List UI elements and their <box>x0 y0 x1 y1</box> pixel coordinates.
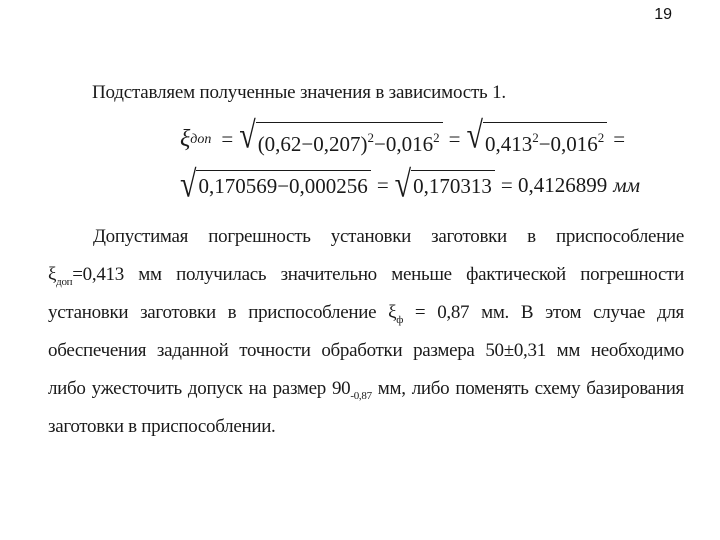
xi-symbol: ξ <box>180 126 191 152</box>
paragraph-line-text: мм, либо поменять схему базирования <box>371 378 684 399</box>
term1-base: (0,62−0,207) <box>257 132 368 156</box>
term1-exponent: 2 <box>367 130 375 145</box>
term1-minus: −0,016 <box>374 132 434 156</box>
radical-2-body <box>483 122 607 157</box>
term1-minus-exponent: 2 <box>433 130 440 145</box>
radical-1-body <box>256 122 443 157</box>
xi-subscript: доп <box>56 276 73 288</box>
xi-subscript: доп <box>190 131 212 147</box>
paragraph-line-text: установки заготовки в приспособление <box>48 302 389 323</box>
sqrt-icon: √ <box>239 115 256 157</box>
term2-minus: −0,016 <box>538 132 598 156</box>
radical-2 <box>466 115 607 157</box>
intro-text: Подставляем полученные значения в зависимость 1. <box>92 82 506 103</box>
xi-symbol: ξ <box>388 302 397 323</box>
result-unit: мм <box>613 172 641 197</box>
radical-3-body: 0,170569−0,000256 <box>196 170 370 200</box>
paragraph-line: заготовки в приспособлении. <box>48 416 276 437</box>
paragraph-line <box>48 294 684 332</box>
radical-4-body: 0,170313 <box>411 170 495 200</box>
paragraph-line: Допустимая погрешность установки заготовки в приспособление <box>93 226 684 247</box>
result-value: = 0,4126899 <box>500 172 608 197</box>
paragraph-line-text: либо ужесточить допуск на размер 90 <box>48 378 351 399</box>
radical-3 <box>180 163 371 205</box>
sqrt-icon: √ <box>466 115 483 157</box>
formula-line-1 <box>180 115 631 157</box>
term2-base: 0,413 <box>484 132 533 156</box>
body-paragraph <box>48 218 684 446</box>
equals-sign: = <box>448 127 461 151</box>
dimension-tolerance: -0,87 <box>350 390 372 402</box>
equals-sign: = <box>376 172 389 197</box>
paragraph-line-text: =0,413 мм получилась значительно меньше фактической погрешности <box>72 264 684 285</box>
formula-line-2 <box>180 163 641 205</box>
term2-exponent: 2 <box>532 130 539 145</box>
xi-symbol: ξ <box>48 264 57 285</box>
paragraph-line <box>48 370 684 408</box>
term2-minus-exponent: 2 <box>597 130 605 145</box>
page-number: 19 <box>654 6 672 23</box>
sqrt-icon: √ <box>394 163 412 205</box>
equals-sign: = <box>613 127 626 151</box>
xi-subscript: ф <box>396 314 404 326</box>
radical-1 <box>239 115 442 157</box>
paragraph-line: обеспечения заданной точности обработки размера 50±0,31 мм необходимо <box>48 340 684 361</box>
radical-4 <box>394 163 495 205</box>
paragraph-line <box>48 256 684 294</box>
sqrt-icon: √ <box>180 163 197 205</box>
paragraph-line-text: = 0,87 мм. В этом случае для <box>403 302 684 323</box>
equals-sign: = <box>221 127 234 151</box>
